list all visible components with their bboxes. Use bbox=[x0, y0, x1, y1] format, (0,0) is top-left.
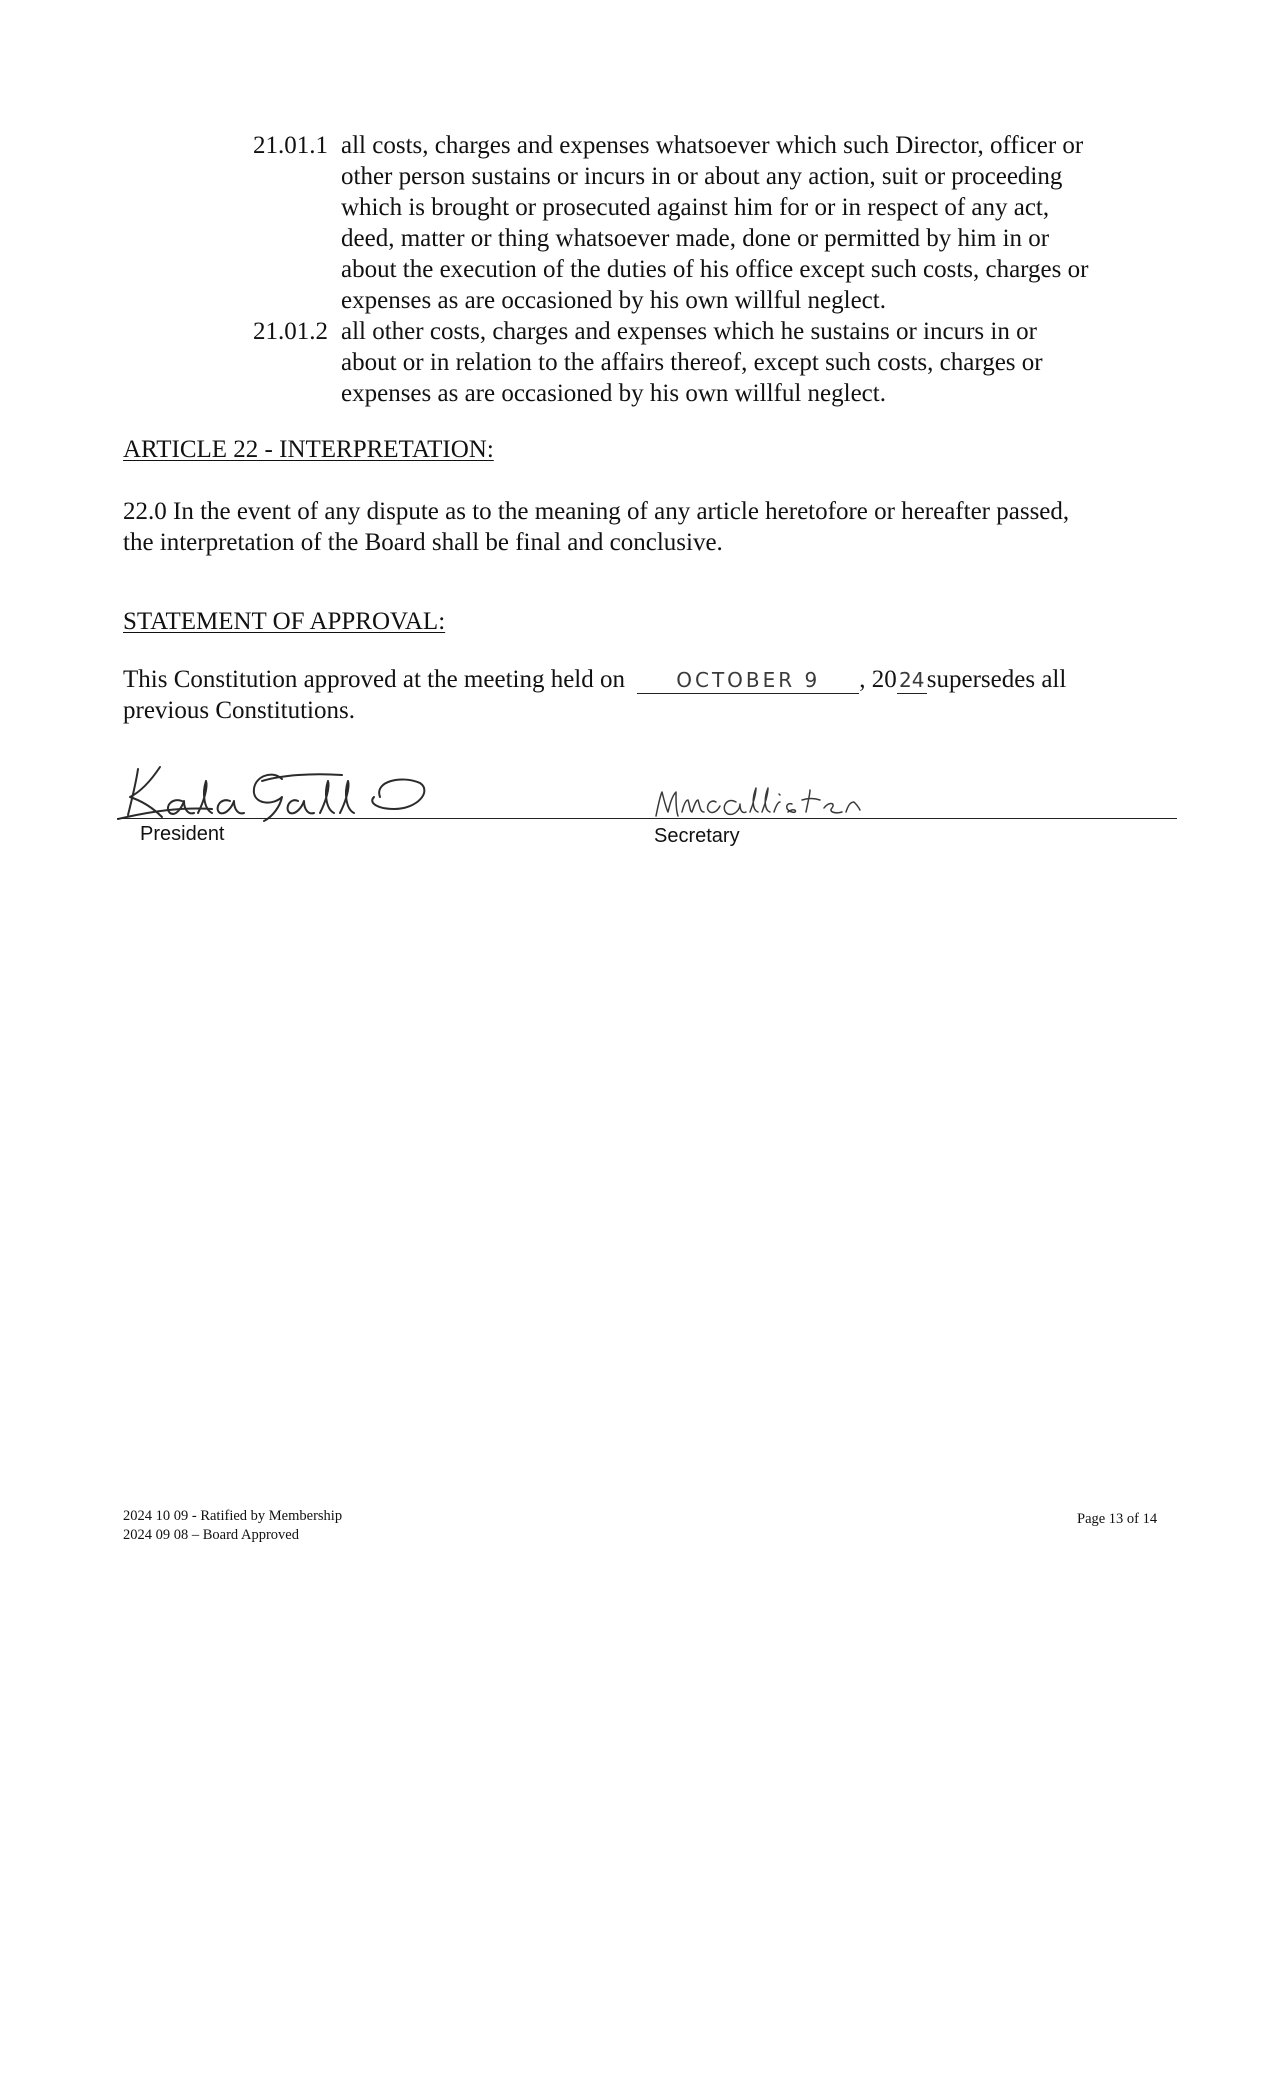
approval-heading: STATEMENT OF APPROVAL: bbox=[123, 608, 446, 635]
clause-21-01-2 bbox=[253, 316, 1183, 409]
clause-line: which is brought or prosecuted against him for or in respect of any act, bbox=[341, 194, 1050, 221]
approval-text-before: This Constitution approved at the meeting held on bbox=[123, 666, 626, 693]
clause-number: 21.01.1 bbox=[253, 132, 328, 159]
clause-line: all costs, charges and expenses whatsoever which such Director, officer or bbox=[341, 132, 1084, 159]
president-signature bbox=[112, 757, 442, 825]
meeting-year-handwritten: 24 bbox=[899, 668, 925, 692]
meeting-year-field bbox=[897, 667, 927, 694]
meeting-date-field bbox=[637, 667, 859, 694]
signature-line bbox=[117, 818, 1177, 819]
page-number: Page 13 of 14 bbox=[1077, 1511, 1158, 1527]
approval-text bbox=[123, 664, 1183, 726]
secretary-label: Secretary bbox=[654, 825, 740, 847]
clause-text bbox=[341, 316, 1171, 409]
clause-line: expenses as are occasioned by his own willful neglect. bbox=[341, 380, 886, 407]
approval-line-1 bbox=[123, 664, 1183, 695]
paragraph-line: 22.0 In the event of any dispute as to the meaning of any article heretofore or hereafter passed, bbox=[123, 498, 1070, 525]
clause-number: 21.01.2 bbox=[253, 318, 328, 345]
secretary-signature bbox=[652, 782, 862, 826]
article-22-heading: ARTICLE 22 - INTERPRETATION: bbox=[123, 436, 494, 463]
president-label: President bbox=[140, 823, 225, 845]
clause-21-01-1 bbox=[253, 130, 1183, 316]
clause-line: other person sustains or incurs in or about any action, suit or proceeding bbox=[341, 163, 1063, 190]
clause-line: about the execution of the duties of his office except such costs, charges or bbox=[341, 256, 1089, 283]
clause-line: expenses as are occasioned by his own willful neglect. bbox=[341, 287, 886, 314]
approval-year-prefix: , 20 bbox=[859, 666, 897, 693]
clause-line: all other costs, charges and expenses which he sustains or incurs in or bbox=[341, 318, 1037, 345]
article-22-text bbox=[123, 496, 1183, 558]
approval-line-2: previous Constitutions. bbox=[123, 697, 355, 724]
approval-text-after: supersedes all bbox=[926, 666, 1067, 693]
clause-line: about or in relation to the affairs thereof, except such costs, charges or bbox=[341, 349, 1043, 376]
meeting-date-handwritten: OCTOBER 9 bbox=[676, 668, 821, 692]
clause-text bbox=[341, 130, 1171, 316]
footer-board-approved: 2024 09 08 – Board Approved bbox=[123, 1527, 299, 1543]
clause-line: deed, matter or thing whatsoever made, done or permitted by him in or bbox=[341, 225, 1050, 252]
footer-revision-history bbox=[123, 1507, 342, 1545]
paragraph-line: the interpretation of the Board shall be final and conclusive. bbox=[123, 529, 723, 556]
footer-ratified: 2024 10 09 - Ratified by Membership bbox=[123, 1508, 343, 1524]
